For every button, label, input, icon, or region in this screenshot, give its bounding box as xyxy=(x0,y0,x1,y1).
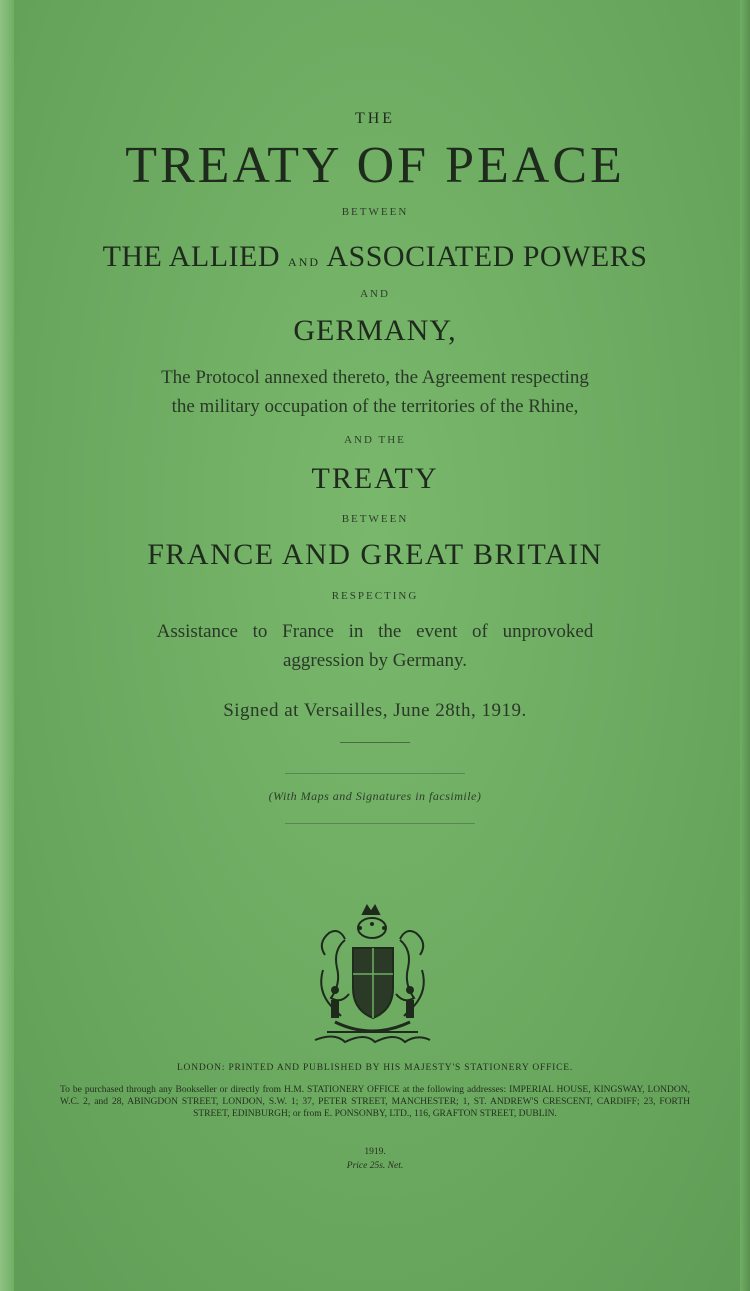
purchase-addresses: To be purchased through any Bookseller or directly from H.M. STATIONERY OFFICE at the following addresses: IMPERIAL HOUSE, KINGSWAY, LONDON, W.C. 2, and 28, ABINGDON STREET, LONDON, S.W. 1; 37, PETER STREET, MANCHESTER; 1, ST. ANDREW'S CRESCENT, CARDIFF; 23, FORTH STREET, EDINBURGH; or from E. PONSONBY, LTD., 116, GRAFTON STREET, DUBLIN. xyxy=(60,1085,690,1119)
assistance-line-2: aggression by Germany. xyxy=(283,650,467,671)
between-label-1: BETWEEN xyxy=(341,206,409,218)
divider-bottom xyxy=(285,823,475,824)
between-label-2: BETWEEN xyxy=(341,513,409,525)
royal-coat-of-arms-icon xyxy=(305,900,440,1048)
divider-short xyxy=(340,742,410,743)
publisher-line: LONDON: PRINTED AND PUBLISHED BY HIS MAJESTY'S STATIONERY OFFICE. xyxy=(176,1063,574,1073)
price: Price 25s. Net. xyxy=(346,1161,404,1171)
respecting-label: RESPECTING xyxy=(331,590,419,602)
powers-part-2: ASSOCIATED POWERS xyxy=(326,240,648,273)
and-label: AND xyxy=(360,288,390,300)
parties-allied-powers xyxy=(0,240,750,274)
assistance-line-1: Assistance to France in the event of unprovoked xyxy=(156,621,594,642)
signing-statement: Signed at Versailles, June 28th, 1919. xyxy=(223,700,527,721)
publication-year: 1919. xyxy=(364,1147,386,1157)
second-treaty-title: TREATY xyxy=(311,462,439,495)
divider-top xyxy=(285,773,465,774)
protocol-line-2: the military occupation of the territories of the Rhine, xyxy=(171,396,579,417)
powers-part-1: THE ALLIED xyxy=(102,240,281,273)
protocol-line-1: The Protocol annexed thereto, the Agreement respecting xyxy=(161,367,589,388)
title-the: THE xyxy=(354,110,396,127)
powers-and: AND xyxy=(288,255,321,269)
party-germany: GERMANY, xyxy=(293,314,457,347)
main-title: TREATY OF PEACE xyxy=(125,137,625,194)
and-the-label: AND THE xyxy=(344,434,406,446)
maps-note: (With Maps and Signatures in facsimile) xyxy=(268,789,482,803)
parties-france-britain: FRANCE AND GREAT BRITAIN xyxy=(147,538,603,571)
